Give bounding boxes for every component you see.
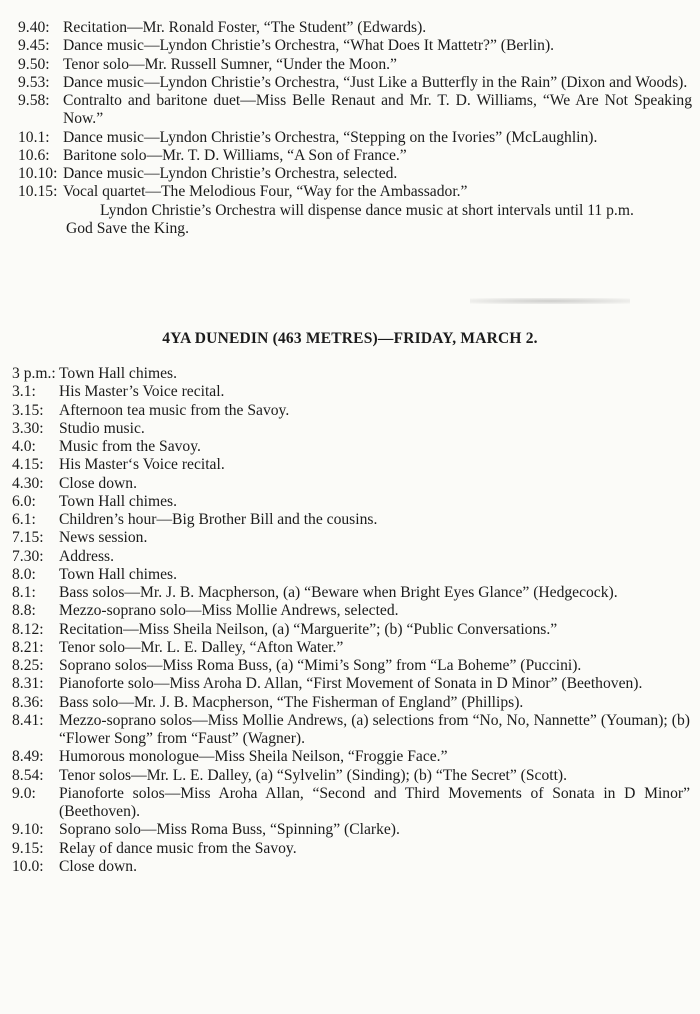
program-entry (12, 475, 690, 493)
program-time: 9.58: (18, 92, 50, 109)
program-time: 8.54: (12, 766, 44, 784)
program-time: 8.25: (12, 657, 44, 674)
program-entry (18, 129, 692, 147)
program-time: 3.15: (12, 401, 44, 419)
program-time: 4.15: (12, 456, 44, 474)
program-time: 10.6: (18, 146, 50, 164)
program-entry (12, 584, 690, 602)
program-time: 8.36: (12, 693, 44, 711)
program-entry (12, 529, 690, 547)
program-time: 8.41: (12, 711, 44, 729)
program-description: Close down. (59, 474, 137, 492)
program-time: 6.0: (12, 492, 36, 510)
program-entry (12, 493, 690, 511)
program-description: Humorous monologue—Miss Sheila Neilson, “Froggie Face.” (59, 748, 448, 766)
program-entry (12, 621, 690, 639)
program-description: Town Hall chimes. (59, 492, 178, 510)
program-description: Pianoforte solo—Miss Aroha D. Allan, “First Movement of Sonata in D Minor” (Beethoven). (59, 675, 643, 693)
program-description: Recitation—Miss Sheila Neilson, (a) “Marguerite”; (b) “Public Conversations.” (59, 620, 558, 638)
program-time: 10.1: (18, 128, 50, 146)
program-time: 9.45: (18, 37, 50, 55)
program-entry (12, 821, 690, 839)
program-description: Dance music—Lyndon Christie’s Orchestra, “Stepping on the Ivories” (McLaughlin). (63, 128, 598, 146)
program-time: 3.30: (12, 419, 44, 437)
program-entry (18, 74, 692, 92)
program-description: Studio music. (59, 419, 145, 437)
program-description: Dance music—Lyndon Christie’s Orchestra, “Just Like a Butterfly in the Rain” (Dixon and Woods). (63, 73, 688, 91)
program-time: 9.53: (18, 73, 50, 91)
program-time: 8.21: (12, 638, 44, 656)
program-description: Children’s hour—Big Brother Bill and the cousins. (59, 511, 378, 528)
program-time: 4.0: (12, 438, 36, 455)
station-heading: 4YA DUNEDIN (463 METRES)—FRIDAY, MARCH 2. (162, 330, 538, 347)
program-entry (18, 183, 692, 201)
program-time: 9.10: (12, 821, 44, 839)
program-time: 8.8: (12, 602, 36, 620)
anthem-line: God Save the King. (66, 219, 189, 237)
program-time: 10.0: (12, 857, 44, 875)
program-entry (12, 383, 690, 401)
program-description: Baritone solo—Mr. T. D. Williams, “A Son of France.” (63, 146, 407, 164)
program-description: Mezzo-soprano solo—Miss Mollie Andrews, selected. (59, 602, 399, 620)
program-description: Dance music—Lyndon Christie’s Orchestra, “What Does It Mattetr?” (Berlin). (63, 37, 555, 55)
program-description: Tenor solos—Mr. L. E. Dalley, (a) “Sylvelin” (Sinding); (b) “The Secret” (Scott). (59, 766, 568, 784)
top-section-listings (18, 19, 692, 238)
program-description: Town Hall chimes. (59, 365, 178, 382)
program-entry (18, 37, 692, 55)
program-description: Music from the Savoy. (59, 438, 201, 455)
program-description: Soprano solo—Miss Roma Buss, “Spinning” (Clarke). (59, 821, 400, 839)
program-entry (18, 92, 692, 129)
program-time: 8.31: (12, 675, 44, 693)
program-time: 3.1: (12, 383, 36, 401)
program-description: News session. (59, 529, 148, 547)
program-time: 9.40: (18, 19, 50, 36)
program-time: 7.15: (12, 529, 44, 547)
program-entry (12, 694, 690, 712)
program-entry (12, 712, 690, 749)
program-description: Pianoforte solos—Miss Aroha Allan, “Second and Third Movements of Sonata in D Minor” (Beethoven). (59, 784, 690, 820)
program-time: 8.49: (12, 748, 44, 766)
program-description: Mezzo-soprano solos—Miss Mollie Andrews, (a) selections from “No, No, Nannette” (Youman); (b) “Flower Song” from “Faust” (Wagner). (59, 711, 690, 747)
program-description: Bass solo—Mr. J. B. Macpherson, “The Fisherman of England” (Phillips). (59, 693, 524, 711)
program-entry (12, 639, 690, 657)
program-description: Soprano solos—Miss Roma Buss, (a) “Mimi’s Song” from “La Boheme” (Puccini). (59, 657, 582, 674)
program-entry (12, 566, 690, 584)
program-description: Bass solos—Mr. J. B. Macpherson, (a) “Beware when Bright Eyes Glance” (Hedgecock). (59, 584, 618, 601)
program-description: Address. (59, 547, 115, 565)
program-time: 9.50: (18, 55, 50, 73)
program-description: His Master’s Voice recital. (59, 383, 225, 401)
program-time: 8.12: (12, 620, 44, 638)
program-entry (12, 511, 690, 529)
program-time: 10.10: (18, 165, 58, 182)
program-description: Tenor solo—Mr. L. E. Dalley, “Afton Water.” (59, 638, 344, 656)
program-entry (12, 748, 690, 766)
program-entry (18, 147, 692, 165)
program-description: His Master‘s Voice recital. (59, 456, 225, 474)
program-time: 9.0: (12, 784, 36, 802)
program-entry (12, 438, 690, 456)
program-entry (12, 602, 690, 620)
program-time: 9.15: (12, 839, 44, 857)
program-description: Contralto and baritone duet—Miss Belle Renaut and Mr. T. D. Williams, “We Are Not Speaking Now.” (63, 92, 692, 128)
program-time: 4.30: (12, 474, 44, 492)
program-time: 7.30: (12, 547, 44, 565)
program-time: 8.1: (12, 584, 36, 601)
program-entry (18, 56, 692, 74)
program-time: 8.0: (12, 565, 36, 583)
program-time: 10.15: (18, 183, 58, 201)
program-description: Afternoon tea music from the Savoy. (59, 401, 290, 419)
program-time: 6.1: (12, 511, 36, 528)
program-description: Recitation—Mr. Ronald Foster, “The Student” (Edwards). (63, 19, 427, 36)
program-description: Vocal quartet—The Melodious Four, “Way for the Ambassador.” (63, 183, 468, 201)
program-entry (12, 456, 690, 474)
program-entry (12, 785, 690, 822)
program-entry (12, 548, 690, 566)
orchestra-note: Lyndon Christie’s Orchestra will dispense dance music at short intervals until 11 p.m. (100, 201, 634, 219)
dunedin-listings (12, 365, 690, 876)
program-description: Tenor solo—Mr. Russell Sumner, “Under the Moon.” (63, 55, 397, 73)
program-description: Dance music—Lyndon Christie’s Orchestra, selected. (63, 165, 398, 182)
program-time: 3 p.m.: (12, 365, 56, 382)
program-entry (12, 840, 690, 858)
program-entry (12, 365, 690, 383)
print-smudge (470, 298, 630, 304)
program-entry (12, 420, 690, 438)
program-description: Town Hall chimes. (59, 565, 178, 583)
program-description: Close down. (59, 857, 137, 875)
program-entry (18, 165, 692, 183)
program-entry (12, 657, 690, 675)
program-entry (12, 402, 690, 420)
program-entry (12, 675, 690, 693)
program-entry (18, 19, 692, 37)
program-entry (12, 858, 690, 876)
program-description: Relay of dance music from the Savoy. (59, 839, 297, 857)
program-entry (12, 767, 690, 785)
